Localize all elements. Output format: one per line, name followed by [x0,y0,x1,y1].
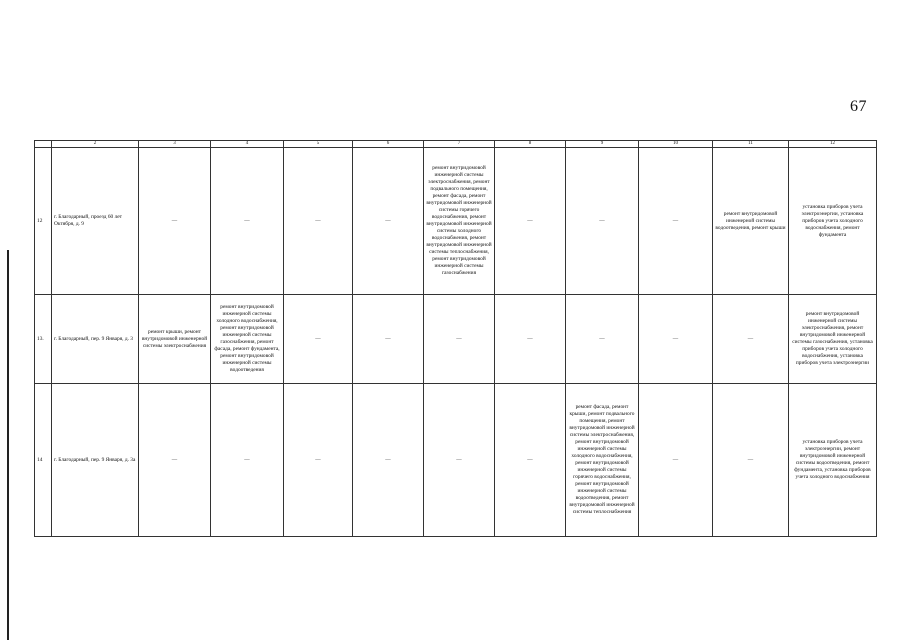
table-cell: — [211,384,284,537]
table-cell: ремонт внутридомовой инженерной системы холодного водоснабжения, ремонт внутридомовой инженерной системы газоснабжения, ремонт фасада, ремонт фундамента, ремонт внутридомовой инженерной системы водоотведения [211,295,284,384]
table-cell: — [713,295,789,384]
column-header: 8 [495,141,566,148]
page-edge-line [7,250,9,640]
column-header: 5 [284,141,353,148]
row-number: 13. [35,295,52,384]
table-cell: — [495,384,566,537]
page-number: 67 [850,98,867,115]
column-header: 12 [789,141,877,148]
table-cell: ремонт внутридомовой инженерной системы электроснабжения, ремонт внутридомовой инженерной системы газоснабжения, установка приборов учета холодного водоснабжения, установка приборов учета электроэнергии [789,295,877,384]
table-cell: — [639,384,713,537]
table-row [35,384,877,537]
table-cell: — [211,148,284,295]
table-cell: — [424,384,495,537]
column-header [35,141,52,148]
table-cell: — [353,148,424,295]
column-header: 10 [639,141,713,148]
table-cell: — [713,384,789,537]
table-cell: — [495,148,566,295]
table-cell: — [639,148,713,295]
table-row [35,148,877,295]
table-cell: — [566,148,639,295]
table-cell: — [139,384,211,537]
column-number-row [35,141,877,148]
column-header: 7 [424,141,495,148]
table-cell: ремонт крыши, ремонт внутридомовой инженерной системы электроснабжения [139,295,211,384]
table-cell: — [566,295,639,384]
row-number: 14 [35,384,52,537]
address-cell: г. Благодарный, пер. 9 Января, д. 3а [52,384,139,537]
column-header: 4 [211,141,284,148]
table-cell: ремонт внутридомовой инженерной системы водоотведения, ремонт крыши [713,148,789,295]
table-cell: — [353,384,424,537]
address-cell: г. Благодарный, пер. 9 Января, д. 3 [52,295,139,384]
table-cell: установка приборов учета электроэнергии, ремонт внутридомовой инженерной системы водоотведения, ремонт фундамента, установка приборов учета холодного водоснабжения [789,384,877,537]
table-cell: — [284,148,353,295]
table-cell: — [495,295,566,384]
table-row [35,295,877,384]
table-cell: — [139,148,211,295]
column-header: 3 [139,141,211,148]
column-header: 9 [566,141,639,148]
address-cell: г. Благодарный, проезд 60 лет Октября, д. 9 [52,148,139,295]
repair-schedule-table [34,140,877,537]
column-header: 6 [353,141,424,148]
table-cell: — [639,295,713,384]
table-cell: ремонт внутридомовой инженерной системы электроснабжения, ремонт подвального помещения, ремонт фасада, ремонт внутридомовой инженерной системы горячего водоснабжения, ремонт внутридомовой инженерной системы холодного водоснабжения, ремонт внутридомовой инженерной системы теплоснабжения, ремонт внутридомовой инженерной системы газоснабжения [424,148,495,295]
table-cell: установка приборов учета электроэнергии, установка приборов учета холодного водоснабжения, ремонт фундамента [789,148,877,295]
column-header: 11 [713,141,789,148]
table-cell: — [284,384,353,537]
table-cell: — [424,295,495,384]
row-number: 12 [35,148,52,295]
column-header: 2 [52,141,139,148]
table-cell: — [353,295,424,384]
table-cell: — [284,295,353,384]
table-cell: ремонт фасада, ремонт крыши, ремонт подвального помещения, ремонт внутридомовой инженерной системы электроснабжения, ремонт внутридомовой инженерной системы холодного водоснабжения, ремонт внутридомовой инженерной системы горячего водоснабжения, ремонт внутридомовой инженерной системы водоотведения, ремонт внутридомовой инженерной системы теплоснабжения [566,384,639,537]
